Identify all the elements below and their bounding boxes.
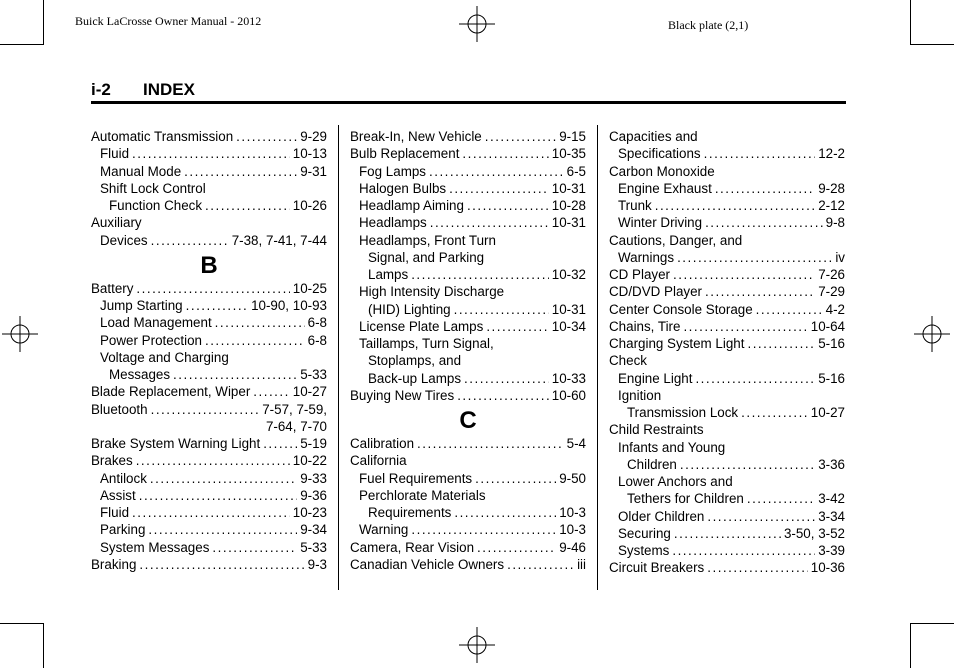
index-entry: [350, 180, 586, 197]
index-term: Antilock: [100, 470, 147, 486]
index-page-ref: 5-33: [300, 367, 327, 382]
index-entry: [350, 283, 586, 300]
index-term: California: [350, 453, 407, 469]
index-page-ref: 10-32: [551, 267, 586, 282]
index-entry: [609, 559, 845, 576]
index-term: Specifications: [618, 146, 701, 162]
index-term: Headlamp Aiming: [359, 198, 464, 213]
index-entry: [91, 487, 327, 504]
index-term: Trunk: [618, 198, 652, 213]
index-page-ref: 7-26: [818, 267, 845, 282]
index-entry: [350, 232, 586, 249]
index-page-ref: 10-36: [810, 560, 845, 576]
dot-leader: [475, 470, 556, 487]
index-entry: [91, 232, 327, 249]
dot-leader: [454, 301, 549, 318]
dot-leader: [507, 556, 574, 573]
index-entry: [91, 401, 327, 418]
index-entry: [609, 301, 845, 318]
index-page-ref: 10-31: [551, 180, 586, 196]
index-term: Fog Lamps: [359, 163, 426, 179]
index-column-2: [350, 128, 586, 573]
dot-leader: [715, 180, 815, 197]
index-entry: [609, 163, 845, 180]
dot-leader: [674, 525, 781, 542]
crop-mark: [43, 623, 44, 668]
index-page-ref: 10-35: [551, 146, 586, 162]
index-entry: [609, 456, 845, 473]
index-term: Transmission Lock: [627, 405, 739, 420]
index-page-ref: 10-31: [551, 215, 586, 231]
dot-leader: [704, 145, 816, 162]
index-term: Infants and Young: [618, 439, 726, 455]
index-entry: [91, 297, 327, 314]
index-entry: [350, 197, 586, 214]
index-page-ref: 10-33: [551, 370, 586, 386]
index-term: Chains, Tire: [609, 318, 681, 334]
index-term: Shift Lock Control: [100, 180, 206, 196]
index-entry: [350, 435, 586, 452]
index-entry: [91, 556, 327, 573]
index-entry: [609, 335, 845, 352]
index-column-3: [609, 128, 845, 577]
index-term: Taillamps, Turn Signal,: [359, 336, 494, 351]
index-term: CD/DVD Player: [609, 284, 703, 300]
dot-leader: [454, 504, 556, 521]
index-page-ref: 5-33: [300, 539, 327, 555]
index-entry: [350, 163, 586, 180]
index-letter-heading: B: [200, 251, 218, 279]
index-page-ref: 10-64: [810, 318, 845, 334]
dot-leader: [449, 180, 549, 197]
index-entry: [350, 335, 586, 352]
dot-leader: [151, 401, 260, 418]
index-term: Battery: [91, 280, 134, 296]
dot-leader: [464, 370, 549, 387]
index-term: Headlamps: [359, 215, 427, 231]
crop-mark: [910, 623, 911, 668]
index-term: Systems: [618, 543, 670, 558]
dot-leader: [655, 197, 815, 214]
index-entry: [91, 314, 327, 331]
index-term: Engine Exhaust: [618, 180, 712, 196]
index-entry: [91, 349, 327, 366]
index-term: Securing: [618, 525, 671, 541]
index-entry: [91, 504, 327, 521]
index-entry: [350, 128, 586, 145]
index-term: Back-up Lamps: [368, 370, 462, 386]
index-page-ref: 10-27: [292, 384, 327, 400]
index-page-ref: 9-31: [300, 163, 327, 179]
index-page-ref: iv: [835, 249, 845, 265]
index-term: Fuel Requirements: [359, 470, 473, 486]
index-entry: [91, 435, 327, 452]
index-page-ref: 10-28: [551, 198, 586, 213]
dot-leader: [467, 197, 549, 214]
dot-leader: [741, 404, 808, 421]
index-term: Requirements: [368, 505, 452, 520]
dot-leader: [477, 539, 556, 556]
crop-mark: [43, 0, 44, 44]
index-entry: [91, 366, 327, 383]
dot-leader: [212, 539, 297, 556]
index-entry: [350, 539, 586, 556]
dot-leader: [411, 521, 556, 538]
index-page-ref: 5-16: [818, 370, 845, 386]
index-entry: [350, 266, 586, 283]
index-page-ref: 10-3: [559, 522, 586, 538]
index-entry: [350, 452, 586, 469]
dot-leader: [151, 232, 229, 249]
dot-leader: [485, 128, 556, 145]
crop-mark: [910, 44, 954, 45]
index-entry: [609, 180, 845, 197]
index-term: Messages: [109, 367, 171, 382]
index-term: Bulb Replacement: [350, 146, 460, 162]
index-page-ref: 7-38, 7-41, 7-44: [231, 232, 327, 248]
index-page-ref: 10-31: [551, 301, 586, 317]
index-page-ref: 5-19: [300, 436, 327, 451]
index-page-ref: 3-34: [818, 508, 845, 524]
dot-leader: [756, 301, 823, 318]
dot-leader: [707, 508, 815, 525]
page-number: i-2: [91, 80, 111, 99]
index-page-ref: 12-2: [818, 146, 845, 162]
index-entry: [609, 508, 845, 525]
index-page-ref: 9-28: [818, 180, 845, 196]
index-term: Fluid: [100, 146, 130, 162]
index-entry: [350, 301, 586, 318]
dot-leader: [205, 332, 305, 349]
index-entry: [350, 145, 586, 162]
index-page-ref: 9-3: [307, 556, 327, 572]
crop-mark: [910, 0, 911, 44]
index-page-ref: 4-2: [825, 301, 845, 317]
dot-leader: [132, 504, 290, 521]
index-term: Automatic Transmission: [91, 129, 234, 144]
index-page-ref: 9-36: [300, 487, 327, 503]
dot-leader: [173, 366, 297, 383]
index-term: Warnings: [618, 249, 675, 265]
dot-leader: [132, 145, 290, 162]
index-page-ref: 7-57, 7-59,: [262, 401, 327, 417]
index-term: CD Player: [609, 267, 671, 282]
index-page-ref: 10-90, 10-93: [251, 298, 327, 313]
index-entry: [609, 542, 845, 559]
index-page-ref: iii: [577, 556, 586, 572]
index-entry: [350, 556, 586, 573]
index-entry: [91, 197, 327, 214]
index-term: Ignition: [618, 387, 662, 403]
index-page-ref: 3-39: [818, 543, 845, 558]
dot-leader: [215, 314, 305, 331]
index-entry: [609, 283, 845, 300]
index-term: Bluetooth: [91, 401, 148, 417]
dot-leader: [707, 559, 808, 576]
dot-leader: [747, 335, 815, 352]
index-entry: [91, 280, 327, 297]
index-term: Check: [609, 353, 647, 369]
index-page-ref: 6-8: [307, 315, 327, 331]
index-term: Older Children: [618, 508, 705, 524]
index-entry: [350, 352, 586, 369]
index-page-ref: 7-64, 7-70: [265, 418, 327, 434]
dot-leader: [417, 435, 564, 452]
index-entry: [609, 370, 845, 387]
crop-mark: [910, 623, 954, 624]
index-entry: [91, 452, 327, 469]
index-term: Camera, Rear Vision: [350, 539, 475, 555]
index-page-ref: 5-16: [818, 336, 845, 351]
index-entry: [609, 266, 845, 283]
index-term: Charging System Light: [609, 336, 745, 351]
index-entry: [609, 197, 845, 214]
dot-leader: [486, 318, 548, 335]
dot-leader: [677, 249, 832, 266]
index-term: Function Check: [109, 198, 203, 213]
index-entry: [350, 370, 586, 387]
title-rule: [91, 101, 846, 104]
dot-leader: [263, 435, 297, 452]
index-page-ref: 3-42: [818, 491, 845, 507]
index-term: System Messages: [100, 539, 210, 555]
index-letter-heading: C: [459, 407, 477, 434]
registration-mark-icon: [2, 316, 38, 352]
index-term: Braking: [91, 556, 137, 572]
index-entry: [609, 128, 845, 145]
index-entry: [609, 387, 845, 404]
crop-mark: [0, 44, 44, 45]
index-entry: [350, 504, 586, 521]
index-page-ref: 6-5: [566, 163, 586, 179]
index-term: Buying New Tires: [350, 387, 455, 403]
index-entry: [91, 470, 327, 487]
index-page-ref: 7-29: [818, 284, 845, 300]
index-page-ref: 10-34: [551, 318, 586, 334]
plate-label: Black plate (2,1): [668, 18, 749, 32]
index-entry: [350, 249, 586, 266]
index-entry: [609, 232, 845, 249]
index-term: Calibration: [350, 436, 415, 451]
index-entry: [91, 163, 327, 180]
dot-leader: [184, 163, 297, 180]
index-term: Assist: [100, 487, 136, 503]
index-page-ref: 2-12: [818, 198, 845, 213]
index-term: Tethers for Children: [627, 491, 744, 507]
dot-leader: [705, 214, 823, 231]
index-page-ref: 3-36: [818, 456, 845, 472]
index-term: Load Management: [100, 315, 212, 331]
index-term: Capacities and: [609, 129, 698, 144]
index-term: (HID) Lighting: [368, 301, 451, 317]
index-term: Child Restraints: [609, 422, 704, 438]
dot-leader: [429, 163, 564, 180]
index-term: Blade Replacement, Wiper: [91, 384, 251, 400]
dot-leader: [139, 556, 304, 573]
index-column-1: [91, 128, 327, 573]
index-entry: [609, 318, 845, 335]
index-term: Power Protection: [100, 332, 202, 348]
index-page-ref: 10-26: [292, 198, 327, 213]
dot-leader: [148, 521, 297, 538]
index-term: Halogen Bulbs: [359, 180, 447, 196]
index-term: Winter Driving: [618, 215, 703, 231]
index-page-ref: 9-29: [300, 129, 327, 144]
index-term: Stoplamps, and: [368, 353, 462, 369]
index-term: Voltage and Charging: [100, 349, 229, 365]
index-entry: [350, 387, 586, 404]
dot-leader: [253, 383, 289, 400]
index-entry: [91, 128, 327, 145]
index-entry: [350, 214, 586, 231]
index-page-ref: 10-22: [292, 453, 327, 469]
index-entry: [91, 521, 327, 538]
dot-leader: [139, 487, 297, 504]
index-entry: [91, 383, 327, 400]
index-page-ref: 9-46: [559, 539, 586, 555]
index-term: Fluid: [100, 505, 130, 520]
index-page-ref: 3-50, 3-52: [783, 525, 845, 541]
index-page-ref: 9-34: [300, 522, 327, 538]
index-page-ref: 10-25: [292, 280, 327, 296]
index-term: Circuit Breakers: [609, 560, 705, 576]
index-term: Lamps: [368, 267, 409, 282]
index-term: Warning: [359, 522, 409, 538]
index-page-ref: 9-33: [300, 470, 327, 486]
index-entry: [350, 470, 586, 487]
dot-leader: [236, 128, 297, 145]
index-page-ref: 6-8: [307, 332, 327, 348]
dot-leader: [430, 214, 549, 231]
dot-leader: [747, 490, 815, 507]
index-page-ref: 10-27: [810, 405, 845, 420]
dot-leader: [136, 452, 290, 469]
dot-leader: [695, 370, 815, 387]
index-page-ref: 10-60: [551, 387, 586, 403]
index-term: Center Console Storage: [609, 301, 753, 317]
column-divider: [338, 125, 339, 590]
index-term: Brakes: [91, 453, 133, 469]
column-divider: [597, 125, 598, 590]
dot-leader: [136, 280, 289, 297]
index-entry: [609, 352, 845, 369]
index-term: License Plate Lamps: [359, 318, 484, 334]
index-entry: [91, 539, 327, 556]
index-term: Signal, and Parking: [368, 249, 485, 265]
index-page-ref: 10-3: [559, 505, 586, 520]
index-entry: [609, 490, 845, 507]
index-term: Manual Mode: [100, 163, 182, 179]
dot-leader: [462, 145, 548, 162]
index-term: Parking: [100, 522, 146, 538]
dot-leader: [186, 297, 248, 314]
index-term: High Intensity Discharge: [359, 284, 505, 300]
dot-leader: [705, 283, 815, 300]
index-entry: [609, 249, 845, 266]
registration-mark-icon: [459, 6, 495, 42]
index-page-ref: 9-15: [559, 129, 586, 144]
index-entry: [350, 521, 586, 538]
index-entry: [609, 145, 845, 162]
index-term: Cautions, Danger, and: [609, 232, 743, 248]
index-term: Auxiliary: [91, 215, 142, 231]
index-page-ref: 10-13: [292, 146, 327, 162]
index-entry: [609, 473, 845, 490]
index-term: Carbon Monoxide: [609, 163, 715, 179]
index-term: Canadian Vehicle Owners: [350, 556, 505, 572]
dot-leader: [205, 197, 290, 214]
index-page-ref: 9-8: [825, 215, 845, 231]
dot-leader: [673, 266, 815, 283]
index-entry: [91, 214, 327, 231]
crop-mark: [0, 623, 44, 624]
index-entry: [609, 404, 845, 421]
index-page-ref: 5-4: [566, 436, 586, 451]
index-entry: [609, 439, 845, 456]
dot-leader: [457, 387, 549, 404]
index-term: Perchlorate Materials: [359, 487, 486, 503]
index-term: Lower Anchors and: [618, 474, 733, 489]
index-term: Children: [627, 456, 677, 472]
registration-mark-icon: [459, 627, 495, 663]
index-term: Break-In, New Vehicle: [350, 129, 482, 144]
index-term: Brake System Warning Light: [91, 436, 261, 451]
index-entry: [350, 318, 586, 335]
section-title: INDEX: [143, 80, 195, 99]
index-page-ref: 10-23: [292, 505, 327, 520]
manual-title: Buick LaCrosse Owner Manual - 2012: [75, 14, 262, 28]
dot-leader: [150, 470, 297, 487]
index-entry: [609, 525, 845, 542]
dot-leader: [680, 456, 815, 473]
dot-leader: [672, 542, 815, 559]
index-term: Devices: [100, 232, 148, 248]
index-entry: [350, 487, 586, 504]
dot-leader: [411, 266, 549, 283]
page-title: [91, 80, 195, 100]
dot-leader: [683, 318, 807, 335]
index-term: Engine Light: [618, 370, 693, 386]
index-entry: [91, 418, 327, 435]
index-entry: [609, 214, 845, 231]
registration-mark-icon: [914, 316, 950, 352]
index-entry: [609, 421, 845, 438]
index-entry: [91, 145, 327, 162]
index-term: Jump Starting: [100, 298, 183, 313]
index-term: Headlamps, Front Turn: [359, 232, 496, 248]
index-page-ref: 9-50: [559, 470, 586, 486]
index-entry: [91, 332, 327, 349]
index-entry: [91, 180, 327, 197]
